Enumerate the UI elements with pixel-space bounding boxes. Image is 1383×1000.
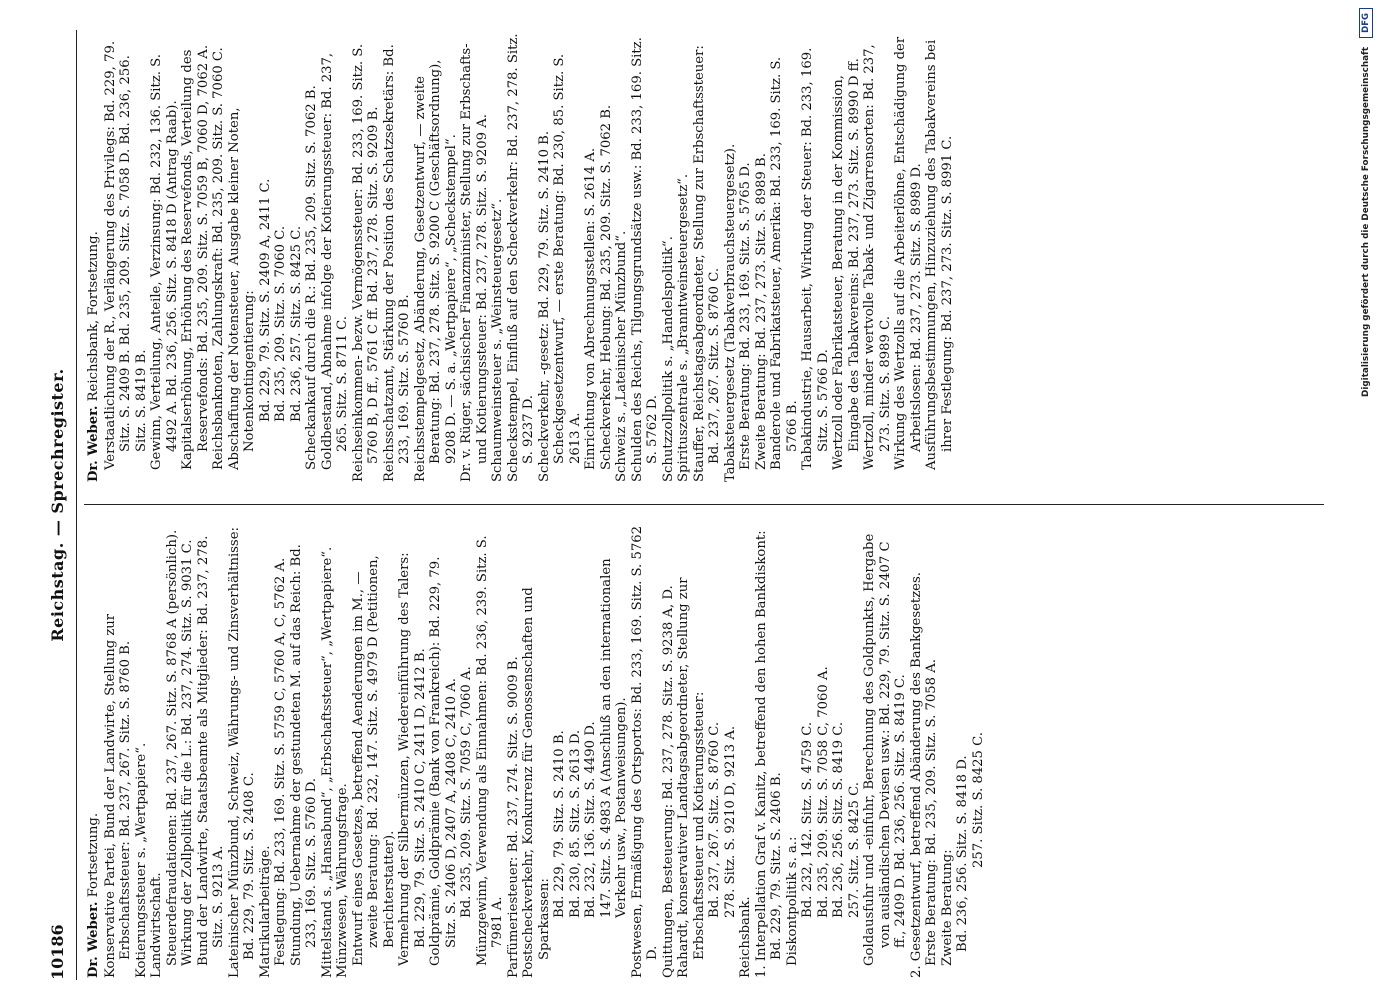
credit-text: Digitalisierung gefördert durch die Deutsche Forschungsgemeinschaft [1361, 46, 1371, 397]
index-entry: Schulden des Reichs, Tilgungsgrundsätze usw.: Bd. 233, 169. Sitz. S. 5762 D. [629, 37, 660, 482]
digitization-credit [1359, 8, 1373, 992]
index-entry: Einrichtung von Abrechnungsstellen: S. 2614 A. [583, 147, 598, 470]
index-entry: Matrikularbeiträge. [257, 845, 273, 978]
index-entry: Bd. 236, 256. Sitz. S. 8419 C. [831, 721, 846, 918]
index-entry: Festlegung: Bd. 233, 169. Sitz. S. 5759 C, 5760 A, C, 5762 A. [273, 557, 288, 966]
index-entry: Landwirtschaft. [149, 872, 164, 978]
index-entry: 257. Sitz. S. 8425 C. [846, 782, 862, 918]
index-entry: Reichsbank. [738, 896, 753, 978]
index-entry: Postscheckverkehr, Konkurrenz für Genossenschaften und Sparkassen: [521, 587, 552, 978]
index-entry: Tabaksteuergesetz (Tabakverbrauchsteuergesetz). [722, 143, 738, 482]
index-entry: 2. Gesetzentwurf, betreffend Abänderung des Bankgesetzes. [908, 572, 924, 978]
index-entry: Bd. 229, 79. Sitz. S. 2409 A, 2411 C. [257, 178, 273, 422]
left-continuation: Fortsetzung. [86, 812, 101, 898]
index-entry: Schweiz s. „Lateinischer Münzbund“. [614, 230, 629, 482]
index-entry: Wirkung des Wertzolls auf die Arbeiterlöhne, Entschädigung der Arbeitslosen: Bd. 237, 273. Sitz. S. 8989 D. [893, 36, 924, 470]
index-entry: Reichsstempelgesetz, Abänderung, Gesetzentwurf, — zweite Beratung: Bd. 237, 278. Sitz. S. 9200 C (Geschäftsordnung), 9208 D. — S. a. „Wertpapiere“, „Scheckstempel“. [412, 59, 459, 482]
left-entry-list [103, 526, 987, 978]
index-entry: Vermehrung der Silbermünzen, Wiedereinführung des Talers: Bd. 229, 79. Sitz. S. 2410 C, 2411 D, 2412 B. [397, 552, 428, 966]
index-entry: Scheckverkehr, -gesetz: Bd. 229, 79. Sitz. S. 2410 B. Scheckgesetzentwurf, — erste Beratung: Bd. 230, 85. Sitz. S. 2613 A. [536, 53, 583, 482]
index-entry: 147. Sitz. S. 4983 A (Anschluß an den internationalen Verkehr usw., Postanweisungen). [598, 558, 629, 918]
index-entry: Schaumweinsteuer s. „Weinsteuergesetz“. [490, 198, 505, 482]
index-entry: Rahardt, konservativer Landtagsabgeordneter, Stellung zur Erbschaftssteuer und Kotierungssteuer: [676, 577, 707, 978]
index-entry: Diskontpolitik s. a.: [784, 836, 800, 966]
index-entry: Dr. v. Rüger, sächsischer Finanzminister, Stellung zur Erbschafts- und Kotierungssteuer: Bd. 237, 278. Sitz. S. 9209 A. [459, 43, 490, 482]
index-entry: Reichsbanknoten, Zahlungskraft: Bd. 235, 209. Sitz. S. 7060 C. [211, 47, 226, 470]
index-entry: Bd. 229, 79. Sitz. S. 2410 B. [552, 730, 567, 918]
index-entry: Kapitalserhöhung, Erhöhung des Reservefonds, Verteilung des Reservefonds: Bd. 235, 209. Sitz. S. 7059 B, 7060 D, 7062 A. [180, 44, 211, 470]
index-entry: Spirituszentrale s. „Branntweinsteuergesetz“. [676, 173, 691, 482]
index-entry: Gewinn, Verteilung, Anteile, Verzinsung: Bd. 232, 136. Sitz. S. 4492 A. Bd. 236, 256. Sitz. S. 8418 D (Antrag Raab). [149, 54, 180, 470]
index-entry: Erste Beratung: Bd. 235, 209. Sitz. S. 7058 A. [924, 659, 939, 966]
index-entry: Entwurf eines Gesetzes, betreffend Aenderungen im M., — zweite Beratung: Bd. 232, 147. Sitz. S. 4979 D (Petitionen, Berichterstatter). [350, 555, 397, 966]
index-entry: Tabakindustrie, Hausarbeit, Wirkung der Steuer: Bd. 233, 169. Sitz. S. 5766 D. [800, 47, 831, 470]
right-author: Dr. Weber. [86, 405, 101, 482]
index-entry: Wirkung der Zollpolitik für die L.: Bd. 237, 274. Sitz. S. 9031 C. [180, 539, 195, 966]
index-entry: Stauffer, Reichstagsabgeordneter, Stellung zur Erbschaftssteuer: Bd. 237, 267. Sitz. S. 8760 C. [691, 45, 722, 482]
index-entry: 1. Interpellation Graf v. Kanitz, betreffend den hohen Bankdiskont: Bd. 229, 79. Sitz. S. 2406 B. [753, 530, 784, 978]
index-entry: Stundung, Uebernahme der gestundeten M. auf das Reich: Bd. 233, 169. Sitz. S. 5760 D. [288, 544, 319, 966]
index-entry: Erste Beratung: Bd. 233, 169. Sitz. S. 5765 D. [738, 162, 753, 470]
index-entry: Wertzoll oder Fabrikatsteuer, Beratung in der Kommission, Eingabe des Tabakvereins: Bd. 237, 273. Sitz. S. 8990 D ff. [831, 58, 862, 470]
index-entry: Bd. 235, 209. Sitz. S. 7058 C, 7060 A. [815, 666, 831, 918]
index-entry: Bd. 232, 142. Sitz. S. 4759 C. [800, 721, 815, 918]
index-entry: Steuerdefraudationen: Bd. 237, 267. Sitz. S. 8768 A (persönlich). [164, 529, 180, 966]
index-entry: Schutzzollpolitik s. „Handelspolitik“. [660, 236, 676, 482]
index-entry: Bd. 237, 267. Sitz. S. 8760 C. [707, 721, 722, 918]
index-entry: Abschaffung der Notensteuer, Ausgabe kleiner Noten, Notenkontingentierung: [226, 107, 257, 470]
index-entry: Bd. 230, 85. Sitz. S. 2613 D. [567, 729, 583, 918]
index-entry: Zweite Beratung: Bd. 237, 273. Sitz. S. 8989 B. [753, 153, 769, 470]
index-entry: Scheckstempel, Einfluß auf den Scheckverkehr: Bd. 237, 278. Sitz. S. 9237 D. [505, 33, 536, 482]
index-entry: 257. Sitz. S. 8425 C. [970, 732, 986, 868]
index-entry: Ausführungsbestimmungen, Hinzuziehung des Tabakvereins bei ihrer Festlegung: Bd. 237, 273. Sitz. S. 8991 C. [924, 39, 955, 470]
index-entry: Kotierungssteuer s. „Wertpapiere“. [133, 742, 149, 978]
header-rule [76, 30, 77, 980]
index-entry: Bd. 235, 209. Sitz. S. 7059 C, 7060 A. [459, 666, 474, 918]
index-entry: Bund der Landwirte, Staatsbeamte als Mitglieder: Bd. 237, 278. Sitz. S. 9213 A. [195, 535, 226, 966]
index-entry: Münzgewinn, Verwendung als Einnahmen: Bd. 236, 239. Sitz. S. 7981 A. [474, 535, 505, 966]
column-divider [84, 504, 1324, 505]
index-entry: Wertzoll, minder wertvolle Tabak- und Zigarrensorten: Bd. 237, 273. Sitz. S. 8989 C. [862, 44, 893, 470]
index-entry: Bd. 232, 136. Sitz. S. 4490 D. [583, 721, 598, 918]
index-entry: Goldausfuhr und -einfuhr, Berechnung des Goldpunkts, Hergabe von ausländischen Devisen usw.: Bd. 229, 79. Sitz. S. 2407 C ff., 2409 D. Bd. 236, 256. Sitz. S. 8419 C. [862, 533, 908, 966]
index-entry: Münzwesen, Währungsfrage. [335, 783, 350, 978]
index-entry: Lateinischer Münzbund, Schweiz, Währungs- und Zinsverhältnisse: Bd. 229, 79. Sitz. S. 2408 C. [226, 527, 257, 978]
index-entry: Bd. 236, 257. Sitz. S. 8425 C. [288, 225, 304, 422]
running-head: Reichstag. — Sprechregister. [48, 368, 67, 642]
index-entry: Postwesen, Ermäßigung des Ortsportos: Bd. 233, 169. Sitz. S. 5762 D. [629, 526, 660, 978]
index-entry: Verstaatlichung der R., Verlängerung des Privilegs: Bd. 229, 79. Sitz. S. 2409 B. Bd. 235, 209. Sitz. S. 7058 D. Bd. 236, 256. Sitz. S. 8419 B. [102, 40, 149, 470]
dfg-logo: DFG [1359, 8, 1373, 38]
index-entry: Bd. 236, 256. Sitz. S. 8418 D. [955, 755, 970, 952]
left-column [86, 526, 1376, 978]
index-entry: Goldbestand, Abnahme infolge der Kotierungssteuer: Bd. 237, 265. Sitz. S. 8711 C. [319, 52, 350, 470]
right-entry-list [103, 30, 956, 482]
index-entry: Goldprämie, Goldprämie (Bank von Frankreich): Bd. 229, 79. Sitz. S. 2406 D, 2407 A, 2408 C, 2410 A. [428, 556, 459, 966]
index-entry: Mittelstand s. „Hansabund“, „Erbschaftssteuer“, „Wertpapiere“. [319, 546, 335, 978]
page-number: 10186 [48, 924, 67, 980]
index-entry: Scheckankauf durch die R.: Bd. 235, 209. Sitz. S. 7062 B. [304, 85, 319, 470]
index-entry: Scheckverkehr, Hebung: Bd. 235, 209. Sitz. S. 7062 B. [598, 104, 614, 470]
index-entry: Zweite Beratung: [939, 849, 955, 966]
index-entry: Reichseinkommen- bezw. Vermögenssteuer: Bd. 233, 169. Sitz. S. 5760 B, D ff., 5761 C ff. Bd. 237, 278. Sitz. S. 9209 B. [350, 43, 381, 482]
index-entry: Banderole und Fabrikatsteuer, Amerika: Bd. 233, 169. Sitz. S. 5766 B. [769, 56, 800, 470]
page-header [48, 30, 74, 980]
index-entry: Parfümeriesteuer: Bd. 237, 274. Sitz. S. 9009 B. [505, 656, 521, 978]
index-entry: Bd. 235, 209. Sitz. S. 7060 C. [273, 225, 288, 422]
index-entry: Konservative Partei, Bund der Landwirte, Stellung zur Erbschaftssteuer: Bd. 237, 267. Sitz. S. 8760 B. [102, 613, 133, 978]
left-author: Dr. Weber. [86, 901, 101, 978]
left-column-heading [86, 526, 102, 978]
index-entry: Quittungen, Besteuerung: Bd. 237, 278. Sitz. S. 9238 A, D. [660, 585, 676, 978]
right-column-heading [86, 30, 102, 482]
index-entry: 278. Sitz. S. 9210 D, 9213 A. [722, 725, 738, 918]
right-continuation: Reichsbank, Fortsetzung. [86, 231, 101, 402]
right-column [86, 30, 1376, 482]
index-entry: Reichsschatzamt, Stärkung der Position des Schatzsekretärs: Bd. 233, 169. Sitz. S. 5760 B. [381, 44, 412, 482]
